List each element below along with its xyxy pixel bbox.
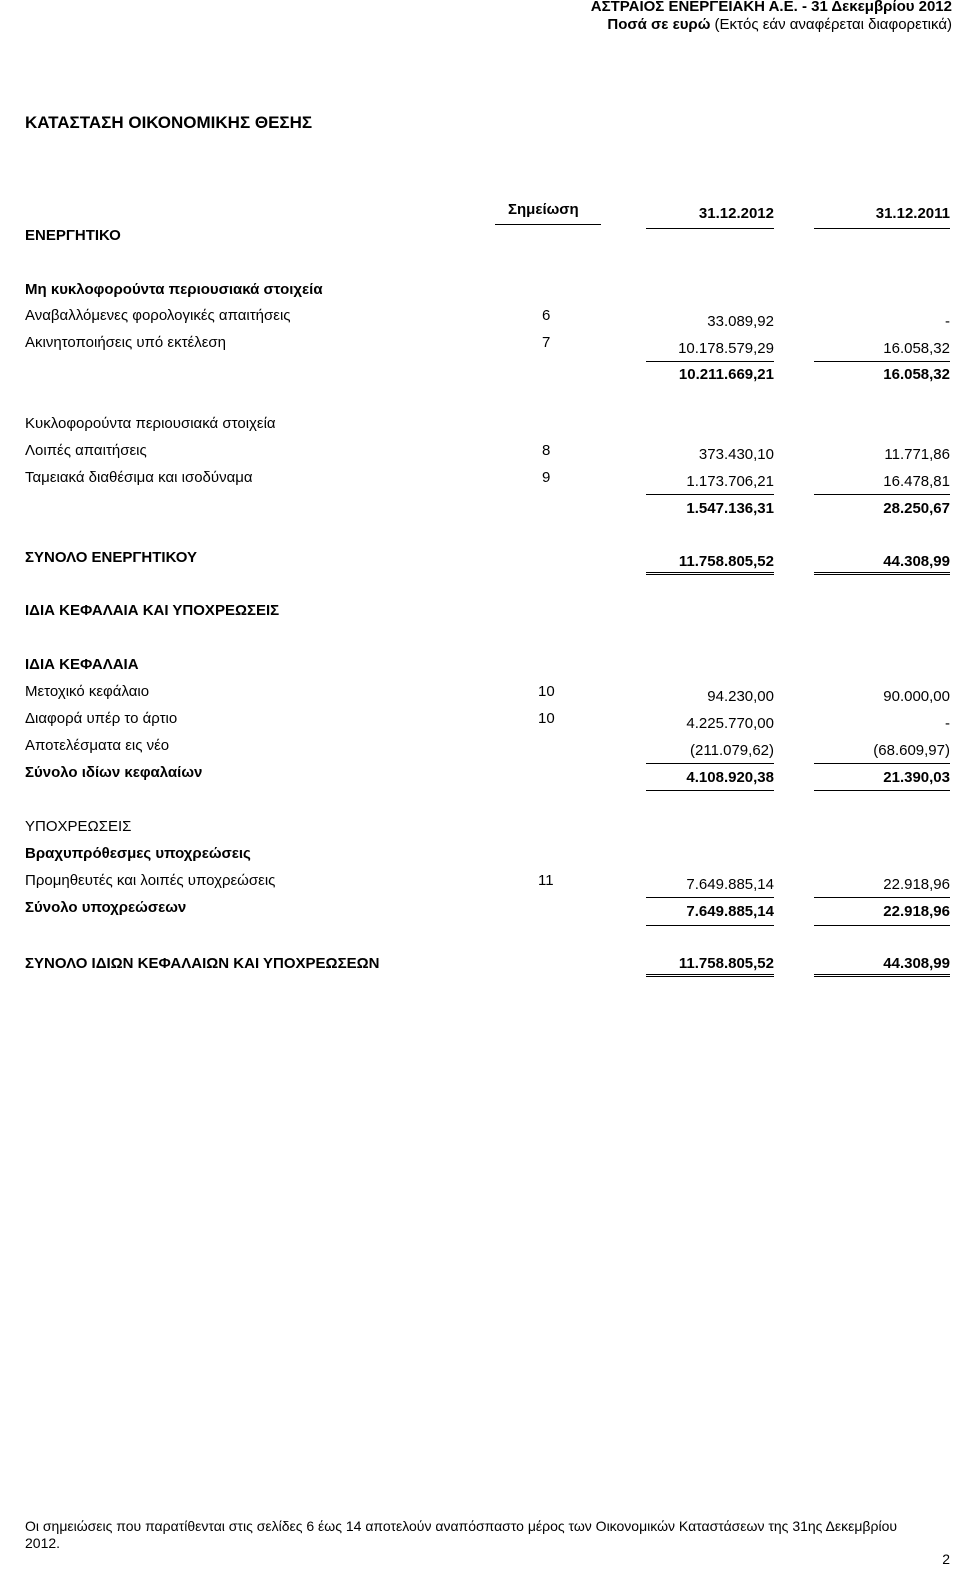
row-label: Ακινητοποιήσεις υπό εκτέλεση (25, 334, 226, 351)
liabilities-total-2012: 7.649.885,14 (686, 903, 774, 920)
current-total-2012: 1.547.136,31 (686, 500, 774, 517)
total-assets-label: ΣΥΝΟΛΟ ΕΝΕΡΓΗΤΙΚΟΥ (25, 549, 197, 566)
note-column-header: Σημείωση (508, 201, 579, 218)
row-value-2012: 1.173.706,21 (686, 473, 774, 490)
row-value-2011: (68.609,97) (873, 742, 950, 759)
current-total-2011: 28.250,67 (883, 500, 950, 517)
row-value-2011: 16.478,81 (883, 473, 950, 490)
total-assets-2011: 44.308,99 (883, 553, 950, 570)
row-label: Αναβαλλόμενες φορολογικές απαιτήσεις (25, 307, 291, 324)
company-header: ΑΣΤΡΑΙΟΣ ΕΝΕΡΓΕΙΑΚΗ Α.Ε. - 31 Δεκεμβρίου 2012 (590, 0, 952, 15)
row-value-2012: 7.649.885,14 (686, 876, 774, 893)
footer-note-line1: Οι σημειώσεις που παρατίθενται στις σελίδες 6 έως 14 αποτελούν αναπόσπαστο μέρος των Οικονομικών Καταστάσεων της 31ης Δεκεμβρίου (25, 1518, 898, 1534)
subtotal-line-2012 (646, 763, 774, 764)
currency-header (607, 16, 952, 34)
grand-total-label: ΣΥΝΟΛΟ ΙΔΙΩΝ ΚΕΦΑΛΑΙΩΝ ΚΑΙ ΥΠΟΧΡΕΩΣΕΩΝ (25, 955, 380, 972)
footer-note-line2: 2012. (25, 1535, 61, 1551)
row-value-2011: - (945, 715, 950, 732)
row-value-2012: 10.178.579,29 (678, 340, 774, 357)
equity-heading: ΙΔΙΑ ΚΕΦΑΛΑΙΑ (25, 656, 139, 673)
subtotal-line-2012 (646, 897, 774, 898)
grand-total-2012: 11.758.805,52 (678, 955, 774, 972)
row-value-2011: 22.918,96 (883, 876, 950, 893)
equity-total-label: Σύνολο ιδίων κεφαλαίων (25, 764, 203, 781)
liabilities-total-2011: 22.918,96 (883, 903, 950, 920)
row-value-2012: 4.225.770,00 (686, 715, 774, 732)
row-note: 6 (542, 307, 551, 324)
header-2011-underline (814, 228, 950, 229)
row-note: 9 (542, 469, 551, 486)
header-2012-underline (646, 228, 774, 229)
row-label: Προμηθευτές και λοιπές υποχρεώσεις (25, 872, 276, 889)
row-value-2012: (211.079,62) (690, 742, 774, 759)
subtotal-line-2011 (814, 897, 950, 898)
row-value-2011: 16.058,32 (883, 340, 950, 357)
non-current-assets-heading: Μη κυκλοφορούντα περιουσιακά στοιχεία (25, 281, 323, 298)
row-note: 11 (538, 872, 554, 889)
row-label: Ταμειακά διαθέσιμα και ισοδύναμα (25, 469, 253, 486)
column-header-2012: 31.12.2012 (698, 205, 774, 222)
currency-header-rest: (Εκτός εάν αναφέρεται διαφορετικά) (710, 16, 952, 33)
currency-header-bold: Ποσά σε ευρώ (607, 16, 711, 33)
row-value-2011: - (945, 313, 950, 330)
row-label: Διαφορά υπέρ το άρτιο (25, 710, 178, 727)
assets-heading: ΕΝΕΡΓΗΤΙΚΟ (25, 227, 121, 244)
total-double-line-2011 (814, 572, 950, 575)
page-title: ΚΑΤΑΣΤΑΣΗ ΟΙΚΟΝΟΜΙΚΗΣ ΘΕΣΗΣ (25, 113, 313, 132)
liabilities-total-label: Σύνολο υποχρεώσεων (25, 899, 187, 916)
row-note: 10 (538, 683, 555, 700)
non-current-total-2012: 10.211.669,21 (678, 366, 774, 383)
row-value-2012: 94.230,00 (707, 688, 774, 705)
row-note: 10 (538, 710, 555, 727)
row-value-2012: 33.089,92 (707, 313, 774, 330)
equity-liabilities-heading: ΙΔΙΑ ΚΕΦΑΛΑΙΑ ΚΑΙ ΥΠΟΧΡΕΩΣΕΙΣ (25, 602, 280, 619)
subtotal-line-2011 (814, 763, 950, 764)
note-header-underline (495, 224, 601, 225)
grand-total-2011: 44.308,99 (883, 955, 950, 972)
row-value-2011: 11.771,86 (884, 446, 950, 463)
grand-total-double-line-2011 (814, 974, 950, 977)
row-label: Μετοχικό κεφάλαιο (25, 683, 150, 700)
short-term-liabilities-heading: Βραχυπρόθεσμες υποχρεώσεις (25, 845, 251, 862)
liabilities-total-line-2011 (814, 925, 950, 926)
row-label: Αποτελέσματα εις νέο (25, 737, 170, 754)
subtotal-line-2012 (646, 361, 774, 362)
liabilities-total-line-2012 (646, 925, 774, 926)
total-double-line-2012 (646, 572, 774, 575)
equity-total-line-2012 (646, 790, 774, 791)
page-number: 2 (942, 1551, 950, 1567)
liabilities-heading: ΥΠΟΧΡΕΩΣΕΙΣ (25, 818, 132, 835)
row-value-2012: 373.430,10 (698, 446, 774, 463)
total-assets-2012: 11.758.805,52 (678, 553, 774, 570)
current-assets-heading: Κυκλοφορούντα περιουσιακά στοιχεία (25, 415, 276, 432)
equity-total-2012: 4.108.920,38 (686, 769, 774, 786)
grand-total-double-line-2012 (646, 974, 774, 977)
non-current-total-2011: 16.058,32 (883, 366, 950, 383)
row-note: 8 (542, 442, 551, 459)
row-value-2011: 90.000,00 (883, 688, 950, 705)
subtotal-line-2011 (814, 361, 950, 362)
row-note: 7 (542, 334, 551, 351)
subtotal-line-2012 (646, 494, 774, 495)
equity-total-2011: 21.390,03 (883, 769, 950, 786)
equity-total-line-2011 (814, 790, 950, 791)
column-header-2011: 31.12.2011 (875, 205, 950, 222)
subtotal-line-2011 (814, 494, 950, 495)
row-label: Λοιπές απαιτήσεις (25, 442, 147, 459)
